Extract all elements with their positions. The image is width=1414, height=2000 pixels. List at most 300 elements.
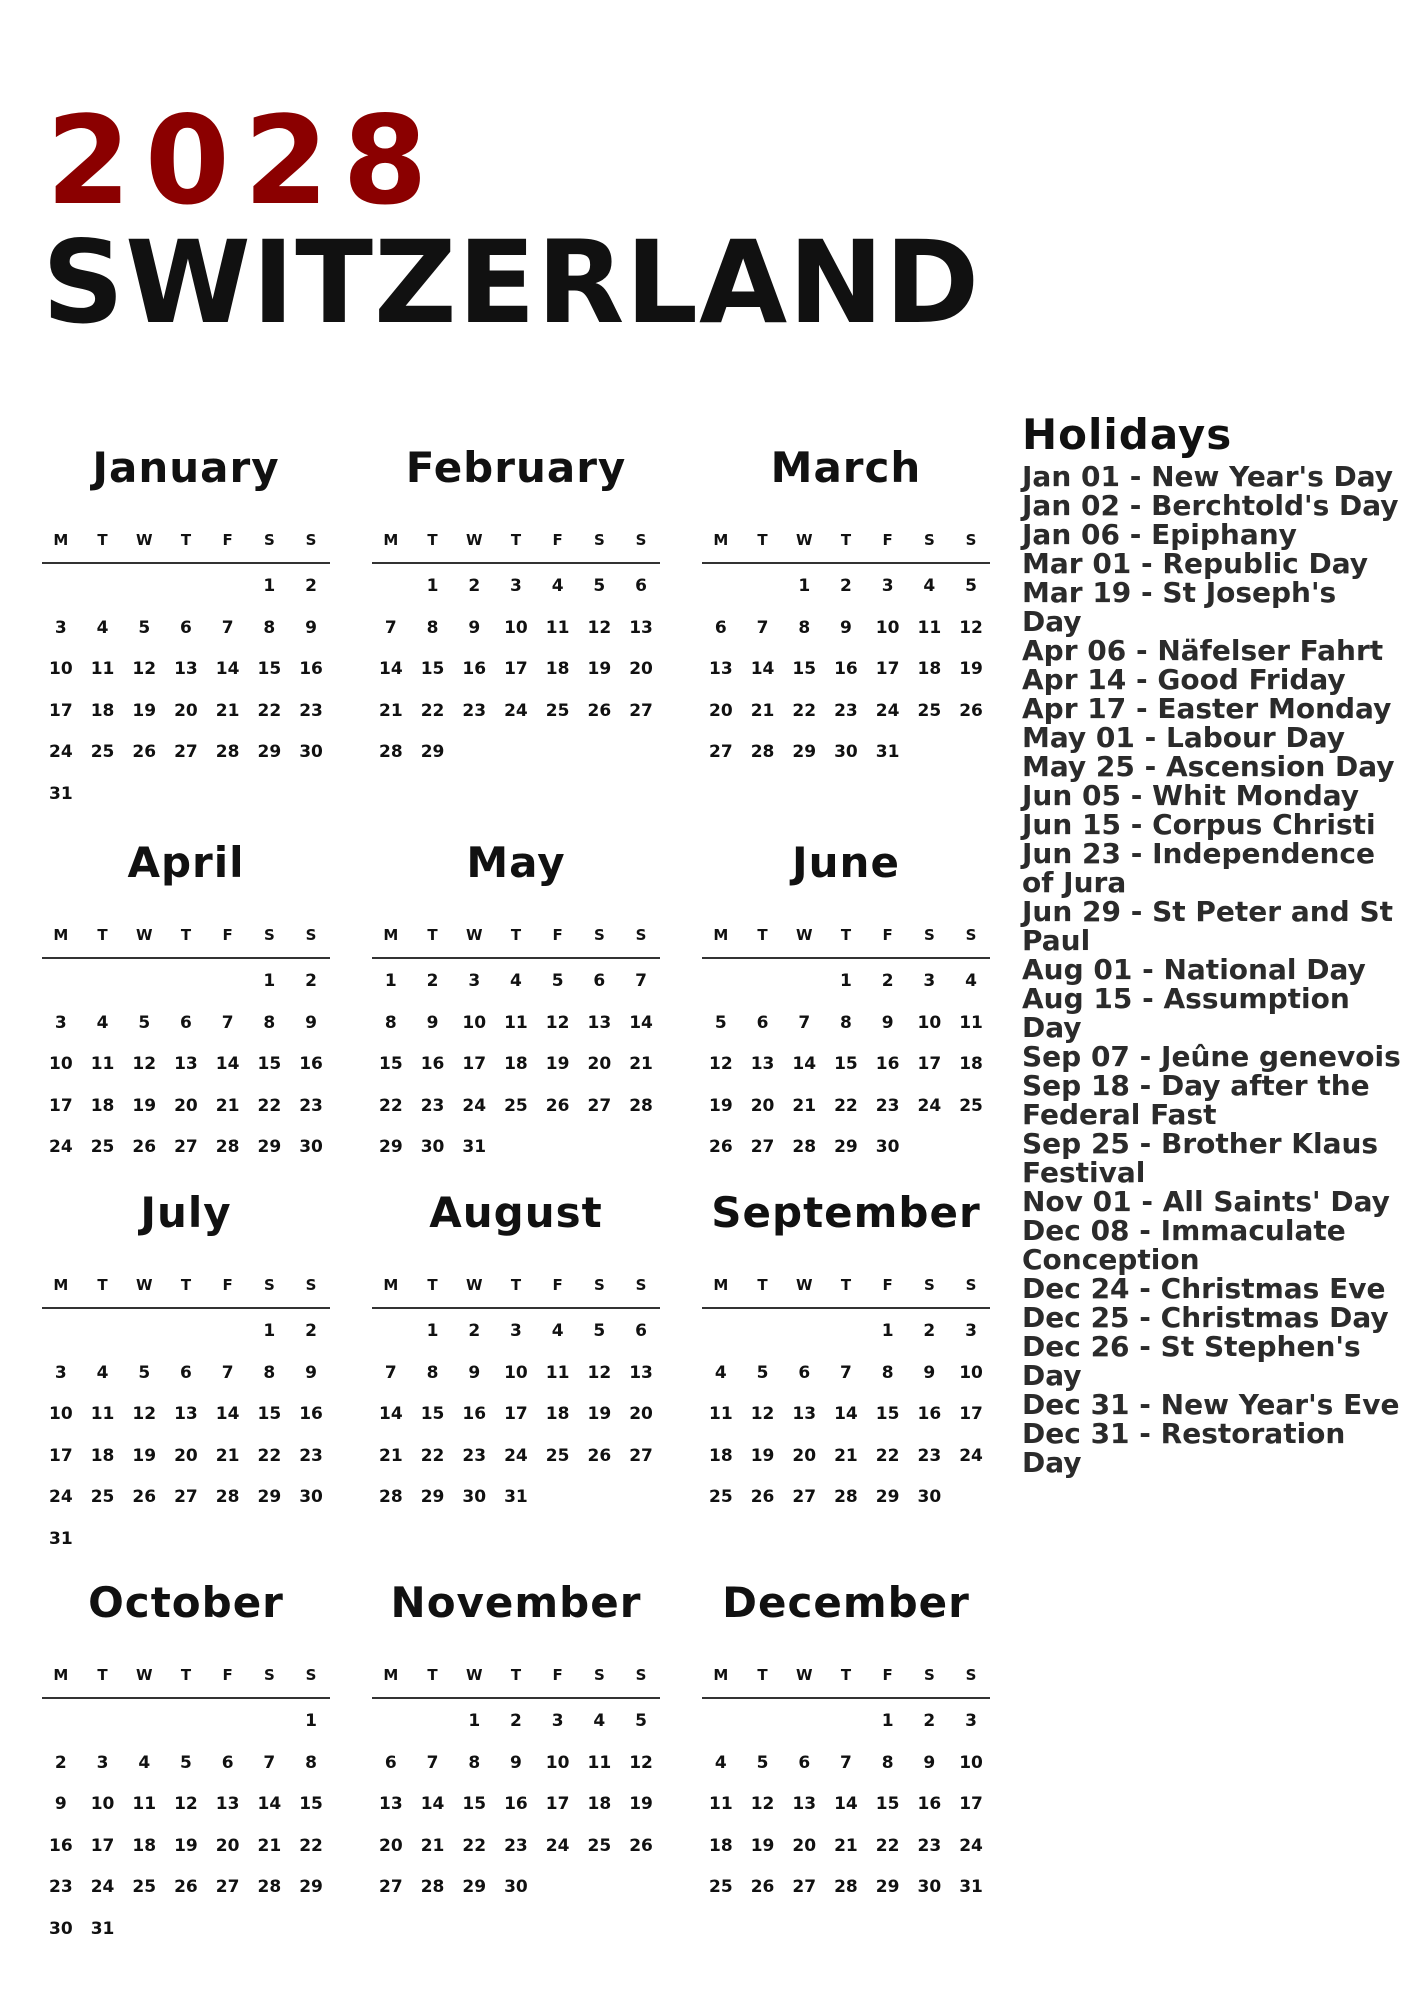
day-cell: 4 (551, 1321, 564, 1341)
weekday-label: M (53, 531, 69, 549)
day-cell: 2 (54, 1752, 67, 1773)
day-grid (40, 1319, 332, 1569)
weekday-label: F (882, 926, 893, 944)
day-cell: 10 (917, 1012, 942, 1033)
day-cell: 10 (504, 1362, 528, 1383)
weekday-label: M (713, 926, 729, 944)
day-cell: 21 (379, 700, 403, 721)
day-cell: 16 (299, 1404, 323, 1424)
day-grid (370, 969, 662, 1219)
weekday-label: T (510, 1666, 522, 1684)
day-cell: 2 (305, 576, 317, 596)
header-divider (372, 562, 660, 564)
weekday-label: S (635, 1276, 647, 1294)
holidays-panel (1022, 410, 1402, 1477)
day-cell: 15 (462, 1794, 487, 1814)
day-cell: 15 (420, 659, 445, 679)
day-cell: 21 (215, 700, 240, 721)
day-cell: 23 (917, 1835, 942, 1856)
day-cell: 2 (468, 576, 481, 596)
day-cell: 14 (257, 1794, 282, 1814)
day-cell: 9 (510, 1752, 522, 1773)
weekday-label: T (427, 531, 438, 549)
day-cell: 24 (917, 1095, 942, 1116)
day-cell: 8 (384, 1012, 397, 1033)
day-cell: 12 (709, 1054, 733, 1074)
weekday-label: S (263, 531, 275, 549)
day-cell: 20 (174, 700, 198, 721)
day-cell: 24 (49, 742, 73, 762)
day-cell: 12 (587, 617, 612, 638)
day-cell: 27 (792, 1487, 817, 1507)
day-cell: 25 (709, 1487, 733, 1507)
day-cell: 1 (881, 1711, 894, 1731)
day-cell: 17 (504, 1404, 528, 1424)
day-cell: 29 (420, 742, 445, 762)
day-cell: 21 (834, 1445, 858, 1466)
day-cell: 5 (756, 1752, 769, 1773)
holiday-item: Apr 14 - Good Friday (1022, 663, 1346, 696)
weekday-label: S (305, 531, 317, 549)
weekday-label: W (465, 1666, 483, 1684)
day-cell: 17 (875, 659, 900, 679)
day-cell: 1 (263, 971, 276, 991)
day-cell: 19 (545, 1054, 570, 1074)
day-cell: 14 (215, 1054, 240, 1074)
day-cell: 1 (881, 1321, 894, 1341)
weekday-label: F (222, 1666, 233, 1684)
day-cell: 7 (840, 1752, 852, 1773)
weekday-label: W (795, 1276, 813, 1294)
day-cell: 10 (875, 617, 900, 638)
day-cell: 27 (629, 1445, 653, 1466)
day-cell: 22 (420, 700, 445, 721)
weekday-label: F (222, 926, 233, 944)
weekday-label: S (635, 531, 647, 549)
holiday-item: Aug 01 - National Day (1022, 953, 1366, 986)
day-cell: 10 (49, 659, 73, 679)
day-cell: 10 (545, 1752, 570, 1773)
weekday-header (700, 1273, 992, 1297)
weekday-label: F (882, 1276, 893, 1294)
month-name: September (711, 1188, 981, 1237)
weekday-label: S (923, 1666, 935, 1684)
day-cell: 20 (174, 1095, 198, 1116)
day-cell: 26 (132, 742, 157, 762)
day-cell: 14 (792, 1054, 817, 1074)
day-cell: 13 (629, 617, 653, 638)
weekday-header (370, 923, 662, 947)
day-cell: 10 (504, 617, 528, 638)
month-july (40, 1185, 332, 1549)
day-cell: 15 (875, 1404, 900, 1424)
day-cell: 8 (263, 1362, 276, 1383)
day-cell: 2 (305, 1321, 317, 1341)
day-cell: 13 (709, 659, 733, 679)
day-cell: 29 (257, 1137, 282, 1157)
holiday-item: Dec 31 - Restoration Day (1022, 1417, 1346, 1479)
weekday-label: T (757, 926, 768, 944)
month-name: July (140, 1188, 232, 1237)
day-cell: 29 (257, 742, 282, 762)
day-cell: 4 (138, 1752, 151, 1773)
holiday-list (1022, 462, 1402, 1477)
weekday-label: S (965, 926, 977, 944)
day-cell: 15 (792, 659, 817, 679)
weekday-label: T (510, 926, 522, 944)
day-cell: 25 (90, 1137, 115, 1157)
weekday-label: F (882, 1666, 893, 1684)
day-cell: 17 (959, 1794, 983, 1814)
day-cell: 17 (49, 1095, 73, 1116)
holiday-item: Dec 25 - Christmas Day (1022, 1301, 1389, 1334)
day-cell: 9 (468, 1362, 481, 1383)
day-cell: 29 (875, 1877, 900, 1897)
day-cell: 5 (138, 1012, 151, 1033)
weekday-label: T (180, 531, 192, 549)
day-cell: 8 (263, 1012, 276, 1033)
day-cell: 24 (49, 1487, 73, 1507)
day-cell: 27 (587, 1095, 612, 1116)
month-april (40, 835, 332, 1195)
day-cell: 3 (881, 576, 894, 596)
day-cell: 14 (215, 659, 240, 679)
day-cell: 16 (834, 659, 858, 679)
day-cell: 31 (462, 1137, 487, 1157)
day-cell: 13 (174, 1404, 198, 1424)
weekday-label: M (383, 926, 399, 944)
day-cell: 12 (132, 659, 157, 679)
weekday-label: T (510, 1276, 522, 1294)
day-cell: 1 (468, 1711, 481, 1731)
day-cell: 23 (462, 1445, 487, 1466)
day-cell: 3 (54, 1012, 67, 1033)
month-name: February (405, 443, 627, 492)
day-cell: 3 (510, 1321, 522, 1341)
day-cell: 3 (54, 617, 67, 638)
day-cell: 21 (750, 700, 775, 721)
day-cell: 19 (629, 1794, 653, 1814)
day-cell: 18 (504, 1054, 528, 1074)
weekday-label: F (552, 531, 563, 549)
weekday-label: M (713, 531, 729, 549)
day-cell: 25 (90, 1487, 115, 1507)
day-cell: 3 (468, 971, 481, 991)
day-cell: 28 (379, 742, 403, 762)
weekday-label: W (135, 1666, 153, 1684)
day-cell: 22 (257, 700, 282, 721)
day-cell: 27 (174, 1137, 198, 1157)
day-cell: 22 (257, 1095, 282, 1116)
day-cell: 6 (798, 1362, 811, 1383)
weekday-header (700, 923, 992, 947)
day-cell: 25 (90, 742, 115, 762)
day-cell: 30 (299, 1487, 323, 1507)
day-cell: 26 (174, 1877, 198, 1897)
day-cell: 18 (709, 1835, 733, 1856)
day-cell: 8 (798, 617, 811, 638)
day-cell: 29 (834, 1137, 858, 1157)
day-cell: 20 (750, 1095, 775, 1116)
weekday-label: T (180, 926, 192, 944)
day-cell: 10 (90, 1794, 115, 1814)
day-cell: 15 (420, 1404, 445, 1424)
day-cell: 1 (798, 576, 811, 596)
weekday-label: S (593, 1666, 605, 1684)
weekday-label: S (263, 1666, 275, 1684)
holiday-item: Jan 06 - Epiphany (1022, 518, 1297, 551)
day-grid (40, 969, 332, 1219)
day-cell: 6 (756, 1012, 769, 1033)
day-cell: 18 (959, 1054, 983, 1074)
day-grid (700, 1709, 992, 1959)
day-cell: 20 (215, 1835, 240, 1856)
day-cell: 15 (257, 1404, 282, 1424)
day-cell: 16 (917, 1794, 942, 1814)
day-cell: 12 (174, 1794, 198, 1814)
day-cell: 29 (379, 1137, 403, 1157)
day-cell: 31 (49, 783, 73, 804)
header-divider (42, 1697, 330, 1699)
country-heading: SWITZERLAND (42, 216, 981, 349)
weekday-label: W (465, 531, 483, 549)
day-cell: 15 (257, 659, 282, 679)
day-cell: 7 (221, 1362, 234, 1383)
day-cell: 5 (551, 971, 564, 991)
day-cell: 11 (504, 1012, 528, 1033)
day-cell: 23 (49, 1877, 73, 1897)
day-cell: 3 (551, 1711, 564, 1731)
day-cell: 13 (792, 1794, 817, 1814)
weekday-label: T (180, 1276, 192, 1294)
weekday-label: T (840, 926, 852, 944)
weekday-label: S (305, 926, 317, 944)
day-cell: 16 (917, 1404, 942, 1424)
day-cell: 22 (299, 1835, 323, 1856)
day-cell: 7 (840, 1362, 852, 1383)
day-cell: 30 (504, 1877, 528, 1897)
day-cell: 21 (215, 1095, 240, 1116)
day-cell: 14 (834, 1794, 858, 1814)
day-cell: 4 (714, 1362, 727, 1383)
day-cell: 3 (965, 1321, 977, 1341)
day-cell: 13 (215, 1794, 240, 1814)
day-cell: 20 (379, 1835, 403, 1856)
day-cell: 15 (299, 1794, 323, 1814)
day-cell: 26 (959, 700, 983, 721)
holiday-item: Dec 08 - Immaculate Conception (1022, 1214, 1346, 1276)
day-cell: 18 (90, 1445, 115, 1466)
holiday-item: Dec 26 - St Stephen's Day (1022, 1330, 1361, 1392)
day-cell: 12 (750, 1404, 775, 1424)
day-cell: 19 (587, 1404, 612, 1424)
day-cell: 19 (132, 1095, 157, 1116)
day-cell: 17 (49, 700, 73, 721)
day-cell: 4 (96, 1362, 109, 1383)
weekday-label: W (795, 926, 813, 944)
day-cell: 7 (635, 971, 647, 991)
day-cell: 28 (215, 742, 240, 762)
weekday-label: M (713, 1276, 729, 1294)
day-grid (40, 574, 332, 824)
day-cell: 21 (379, 1445, 403, 1466)
weekday-label: T (97, 926, 108, 944)
day-cell: 19 (587, 659, 612, 679)
day-cell: 22 (462, 1835, 487, 1856)
day-cell: 19 (750, 1445, 775, 1466)
day-cell: 8 (881, 1362, 894, 1383)
weekday-header (40, 1273, 332, 1297)
day-cell: 19 (132, 700, 157, 721)
day-cell: 28 (834, 1487, 858, 1507)
day-cell: 24 (504, 1445, 528, 1466)
month-name: November (390, 1578, 642, 1627)
day-cell: 15 (875, 1794, 900, 1814)
header-divider (372, 1307, 660, 1309)
day-cell: 17 (504, 659, 528, 679)
day-cell: 22 (379, 1095, 403, 1116)
day-cell: 11 (545, 617, 570, 638)
weekday-label: S (965, 531, 977, 549)
day-cell: 2 (923, 1711, 936, 1731)
day-cell: 18 (587, 1794, 612, 1814)
weekday-label: T (510, 531, 522, 549)
day-cell: 27 (174, 1487, 198, 1507)
month-june (700, 835, 992, 1195)
weekday-header (370, 528, 662, 552)
day-cell: 13 (174, 1054, 198, 1074)
weekday-label: T (97, 1276, 108, 1294)
day-cell: 4 (96, 1012, 109, 1033)
day-cell: 24 (959, 1445, 983, 1466)
weekday-label: F (222, 531, 233, 549)
weekday-label: T (757, 1666, 768, 1684)
day-cell: 1 (384, 971, 397, 991)
day-cell: 27 (792, 1877, 817, 1897)
month-name: January (92, 443, 280, 492)
day-cell: 17 (49, 1445, 73, 1466)
holiday-item: Jun 23 - Independence of Jura (1022, 837, 1376, 899)
day-cell: 19 (174, 1835, 198, 1856)
day-cell: 6 (593, 971, 606, 991)
day-cell: 21 (420, 1835, 445, 1856)
day-cell: 22 (875, 1835, 900, 1856)
day-cell: 2 (923, 1321, 936, 1341)
weekday-label: T (427, 1666, 438, 1684)
day-cell: 23 (504, 1835, 528, 1856)
day-cell: 8 (468, 1752, 481, 1773)
day-cell: 29 (257, 1487, 282, 1507)
day-cell: 23 (299, 1095, 323, 1116)
day-grid (370, 1319, 662, 1569)
day-cell: 30 (299, 742, 323, 762)
day-cell: 5 (180, 1752, 192, 1773)
day-cell: 18 (709, 1445, 733, 1466)
day-cell: 25 (545, 700, 570, 721)
day-cell: 24 (545, 1835, 570, 1856)
day-cell: 18 (90, 1095, 115, 1116)
day-cell: 26 (545, 1095, 570, 1116)
day-cell: 12 (132, 1404, 157, 1424)
day-cell: 18 (90, 700, 115, 721)
day-cell: 30 (917, 1487, 942, 1507)
day-cell: 24 (49, 1137, 73, 1157)
weekday-label: M (53, 926, 69, 944)
day-cell: 8 (840, 1012, 852, 1033)
day-cell: 11 (90, 1404, 115, 1424)
weekday-label: S (305, 1666, 317, 1684)
day-cell: 11 (545, 1362, 570, 1383)
day-cell: 7 (756, 617, 769, 638)
weekday-label: T (180, 1666, 192, 1684)
holiday-item: Jan 01 - New Year's Day (1022, 460, 1394, 493)
day-cell: 23 (917, 1445, 942, 1466)
day-cell: 9 (881, 1012, 894, 1033)
day-cell: 28 (257, 1877, 282, 1897)
day-cell: 5 (756, 1362, 769, 1383)
weekday-header (40, 1663, 332, 1687)
holiday-item: Dec 24 - Christmas Eve (1022, 1272, 1386, 1305)
day-cell: 31 (49, 1528, 73, 1549)
day-cell: 21 (834, 1835, 858, 1856)
year-heading: 2028 (46, 90, 442, 232)
day-cell: 17 (462, 1054, 487, 1074)
month-may (370, 835, 662, 1195)
day-cell: 12 (750, 1794, 775, 1814)
day-cell: 20 (709, 700, 733, 721)
day-cell: 30 (834, 742, 858, 762)
day-cell: 7 (221, 617, 234, 638)
day-cell: 23 (299, 1445, 323, 1466)
month-name: October (88, 1578, 284, 1627)
month-august (370, 1185, 662, 1545)
day-cell: 14 (379, 659, 403, 679)
day-cell: 3 (510, 576, 522, 596)
day-cell: 18 (917, 659, 942, 679)
day-cell: 13 (750, 1054, 775, 1074)
weekday-label: M (383, 1276, 399, 1294)
day-cell: 3 (965, 1711, 977, 1731)
day-cell: 2 (426, 971, 439, 991)
day-cell: 13 (174, 659, 198, 679)
day-cell: 14 (215, 1404, 240, 1424)
day-cell: 23 (834, 700, 858, 721)
day-cell: 26 (629, 1835, 653, 1856)
day-grid (700, 1319, 992, 1569)
month-name: April (127, 838, 245, 887)
day-cell: 5 (593, 1321, 606, 1341)
day-cell: 15 (257, 1054, 282, 1074)
day-cell: 16 (299, 1054, 323, 1074)
day-cell: 21 (215, 1445, 240, 1466)
day-cell: 28 (792, 1137, 817, 1157)
day-cell: 20 (792, 1835, 817, 1856)
weekday-label: S (965, 1666, 977, 1684)
header-divider (42, 562, 330, 564)
day-cell: 6 (798, 1752, 811, 1773)
weekday-label: S (923, 926, 935, 944)
day-cell: 22 (834, 1095, 858, 1116)
day-cell: 9 (54, 1794, 67, 1814)
day-cell: 12 (959, 617, 983, 638)
day-cell: 5 (714, 1012, 727, 1033)
weekday-header (40, 528, 332, 552)
day-cell: 12 (587, 1362, 612, 1383)
holiday-item: May 01 - Labour Day (1022, 721, 1346, 754)
day-cell: 8 (426, 617, 439, 638)
day-cell: 23 (875, 1095, 900, 1116)
weekday-label: T (427, 926, 438, 944)
